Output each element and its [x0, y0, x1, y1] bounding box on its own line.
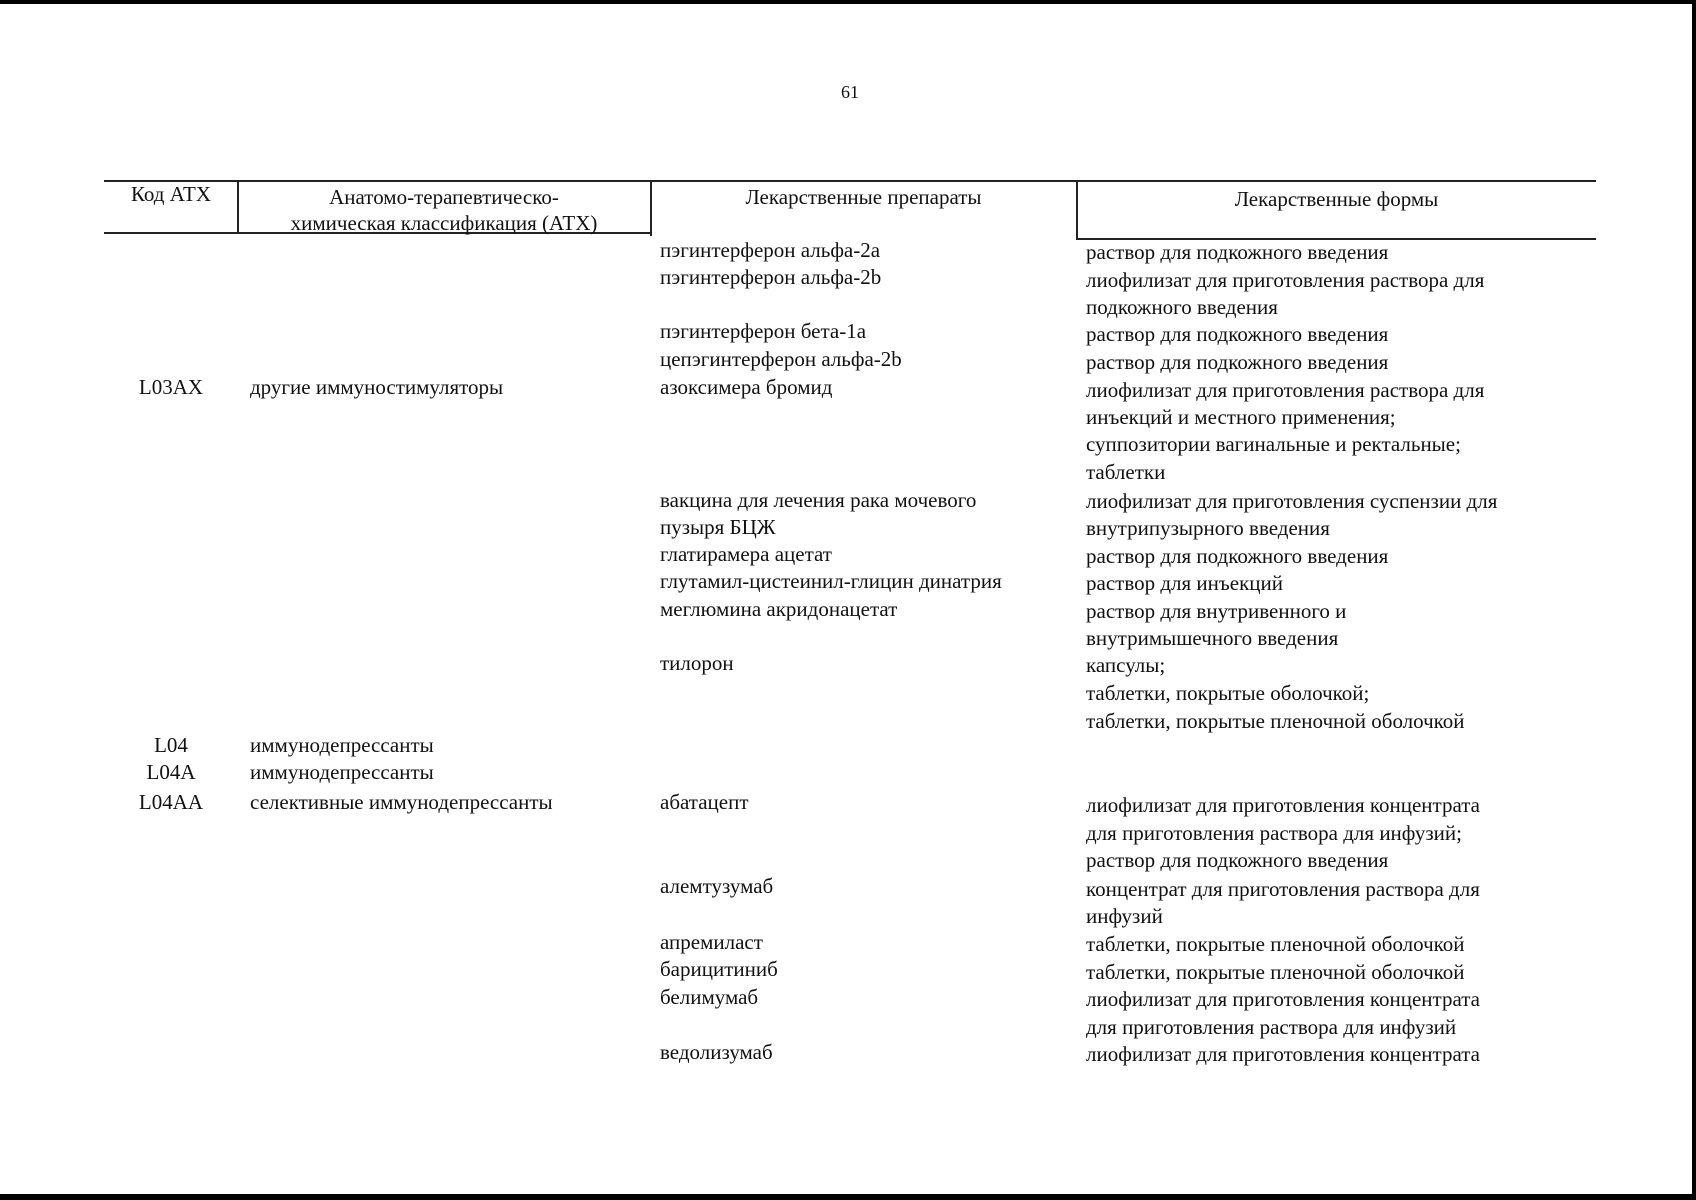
- classification-l04a: иммунодепрессанты: [250, 760, 434, 784]
- drug-name: апремиласт: [660, 930, 763, 954]
- classification-l04aa: селективные иммунодепрессанты: [250, 790, 553, 814]
- drug-name: пэгинтерферон альфа-2b: [660, 265, 882, 289]
- table-top-rule: [104, 180, 1596, 182]
- dosage-form: раствор для внутривенного и: [1086, 599, 1347, 623]
- classification-l03ax: другие иммуностимуляторы: [250, 375, 504, 399]
- header-forms: Лекарственные формы: [1234, 187, 1439, 211]
- dosage-form: суппозитории вагинальные и ректальные;: [1086, 432, 1461, 456]
- atc-code-l04: L04: [154, 733, 188, 757]
- drug-name: ведолизумаб: [660, 1040, 773, 1064]
- header-classification-line2: химическая классификация (АТХ): [290, 211, 598, 235]
- dosage-form: внутримышечного введения: [1086, 626, 1339, 650]
- atc-code-l04a: L04A: [146, 760, 196, 784]
- dosage-form: таблетки, покрытые пленочной оболочкой: [1086, 709, 1465, 733]
- dosage-form: таблетки, покрытые пленочной оболочкой: [1086, 960, 1465, 984]
- classification-l04: иммунодепрессанты: [250, 733, 434, 757]
- dosage-form: инъекций и местного применения;: [1086, 405, 1396, 429]
- atc-code-l04aa: L04AA: [138, 790, 204, 814]
- header-code: Код АТХ: [130, 182, 212, 206]
- dosage-form: для приготовления раствора для инфузий: [1086, 1015, 1457, 1039]
- drug-name: белимумаб: [660, 985, 759, 1009]
- drug-name: глутамил-цистеинил-глицин динатрия: [660, 569, 1002, 593]
- drug-name: глатирамера ацетат: [660, 542, 832, 566]
- dosage-form: инфузий: [1086, 904, 1163, 928]
- dosage-form: внутрипузырного введения: [1086, 516, 1330, 540]
- dosage-form: раствор для подкожного введения: [1086, 544, 1389, 568]
- drug-name: пэгинтерферон бета-1а: [660, 319, 867, 343]
- drug-name: барицитиниб: [660, 957, 778, 981]
- dosage-form: раствор для подкожного введения: [1086, 848, 1389, 872]
- scan-border-right: [1692, 0, 1696, 1200]
- dosage-form: лиофилизат для приготовления раствора для: [1086, 268, 1485, 292]
- dosage-form: концентрат для приготовления раствора для: [1086, 877, 1480, 901]
- drug-name: алемтузумаб: [660, 874, 774, 898]
- dosage-form: капсулы;: [1086, 653, 1166, 677]
- drug-name: вакцина для лечения рака мочевого: [660, 488, 977, 512]
- atc-code-l03ax: L03AX: [138, 375, 204, 399]
- header-drugs: Лекарственные препараты: [745, 185, 982, 209]
- dosage-form: подкожного введения: [1086, 295, 1278, 319]
- dosage-form: таблетки, покрытые пленочной оболочкой: [1086, 932, 1465, 956]
- dosage-form: лиофилизат для приготовления концентрата: [1086, 1042, 1481, 1066]
- header-classification: [238, 184, 650, 236]
- scan-border-top: [0, 0, 1696, 4]
- dosage-form: лиофилизат для приготовления концентрата: [1086, 987, 1481, 1011]
- drug-name: тилорон: [660, 651, 734, 675]
- dosage-form: лиофилизат для приготовления концентрата: [1086, 793, 1481, 817]
- scan-border-bottom: [0, 1194, 1696, 1200]
- drug-name: меглюмина акридонацетат: [660, 597, 898, 621]
- drug-name: пузыря БЦЖ: [660, 515, 776, 539]
- dosage-form: раствор для инъекций: [1086, 571, 1283, 595]
- drug-name: азоксимера бромид: [660, 375, 833, 399]
- dosage-form: лиофилизат для приготовления раствора для: [1086, 378, 1485, 402]
- dosage-form: лиофилизат для приготовления суспензии для: [1086, 489, 1498, 513]
- dosage-form: раствор для подкожного введения: [1086, 240, 1389, 264]
- dosage-form: раствор для подкожного введения: [1086, 350, 1389, 374]
- drug-name: пэгинтерферон альфа-2а: [660, 238, 881, 262]
- dosage-form: таблетки, покрытые оболочкой;: [1086, 681, 1370, 705]
- dosage-form: для приготовления раствора для инфузий;: [1086, 821, 1462, 845]
- dosage-form: таблетки: [1086, 460, 1166, 484]
- dosage-form: раствор для подкожного введения: [1086, 322, 1389, 346]
- drug-name: абатацепт: [660, 790, 749, 814]
- drug-name: цепэгинтерферон альфа-2b: [660, 347, 902, 371]
- page-number: 61: [841, 82, 859, 102]
- header-classification-line1: Анатомо-терапевтическо-: [329, 185, 559, 209]
